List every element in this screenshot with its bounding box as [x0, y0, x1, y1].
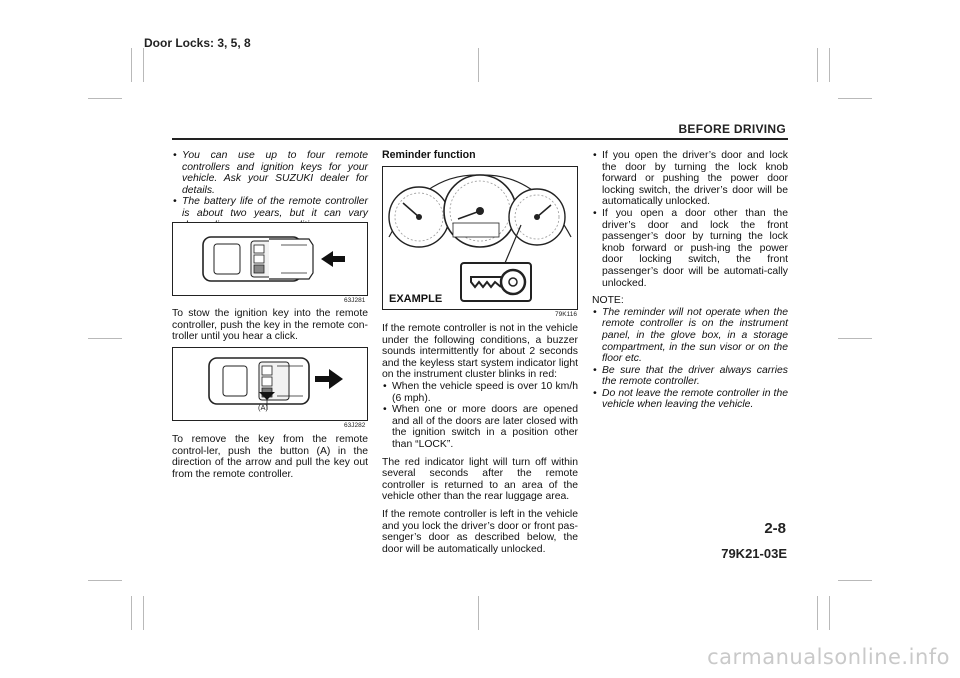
list-item: • Be sure that the driver always carries the remote controller.	[592, 365, 788, 388]
figure-caption: 79K116	[555, 311, 577, 318]
crop-mark	[131, 596, 132, 630]
remote-controller-key-remove-illustration	[173, 348, 367, 420]
watermark: carmanualsonline.info	[707, 645, 950, 669]
crop-mark	[88, 580, 122, 581]
crop-mark	[829, 48, 830, 82]
crop-mark	[829, 596, 830, 630]
list-item: • When the vehicle speed is over 10 km/h (6 mph).	[382, 381, 578, 404]
column-1	[172, 150, 368, 231]
crop-mark	[838, 98, 872, 99]
crop-mark	[88, 98, 122, 99]
header-rule	[172, 138, 788, 140]
list-item: • When one or more doors are opened and all of the doors are later closed with the ignition switch in a position other than “LOCK”.	[382, 404, 578, 450]
instrument-cluster-illustration	[383, 167, 577, 309]
list-item: • The battery life of the remote controller is about two years, but it can vary	[172, 196, 368, 231]
crop-mark	[131, 48, 132, 82]
section-heading: Reminder function	[382, 149, 476, 161]
figure-stow-key	[172, 222, 368, 296]
crop-mark	[143, 596, 144, 630]
intro-bullets	[172, 150, 368, 231]
document-code: 79K21-03E	[721, 546, 787, 561]
paragraph: To stow the ignition key into the remote controller, push the key in the remote con-troller until you hear a click.	[172, 308, 368, 343]
section-title: BEFORE DRIVING	[678, 122, 786, 136]
crop-mark	[817, 596, 818, 630]
page-header-title: Door Locks: 3, 5, 8	[144, 36, 251, 50]
figure-caption: 63J281	[344, 297, 366, 304]
list-item: • The reminder will not operate when the remote controller is on the instrument panel, in the glove box, in a storage compartment, in the sun visor or on the floor etc.	[592, 307, 788, 365]
column-2-body	[382, 323, 578, 555]
crop-mark	[838, 580, 872, 581]
list-item: • If you open a door other than the driver’s door and lock the front passenger’s door by turning the lock knob forward or push-ing the power door locking switch, the front passenger’s door will be automati-cally unlocked.	[592, 208, 788, 289]
crop-mark	[143, 48, 144, 82]
paragraph: To remove the key from the remote control-ler, push the button (A) in the direction of the arrow and pull the key out from the remote controller.	[172, 434, 368, 480]
crop-mark	[88, 338, 122, 339]
condition-bullets	[382, 381, 578, 451]
list-item: • Do not leave the remote controller in the vehicle when leaving the vehicle.	[592, 388, 788, 411]
paragraph: The red indicator light will turn off within several seconds after the remote controller is returned to an area of the vehicle other than the rear luggage area.	[382, 456, 578, 503]
list-item: • If you open the driver’s door and lock the door by turning the lock knob forward or pushing the power door locking switch, the driver’s door will be automatically unlocked.	[592, 150, 788, 208]
crop-mark	[478, 48, 479, 82]
figure-remove-key	[172, 347, 368, 421]
note-label: NOTE:	[592, 295, 624, 307]
figure-instrument-cluster	[382, 166, 578, 310]
crop-mark	[817, 48, 818, 82]
unlock-bullets	[592, 150, 788, 289]
figure-caption: 63J282	[344, 422, 366, 429]
page-number: 2-8	[764, 520, 786, 537]
remote-controller-key-insert-illustration	[173, 223, 367, 295]
column-2-heading	[382, 150, 578, 162]
crop-mark	[838, 338, 872, 339]
note-bullets	[592, 307, 788, 411]
paragraph: If the remote controller is not in the vehicle under the following conditions, a buzzer sounds intermittently for about 2 seconds and the keyless start system indicator light on the instrument cluster blinks in red:	[382, 323, 578, 381]
paragraph: If the remote controller is left in the vehicle and you lock the driver’s door or front pas-senger’s door as described below, the door will be automatically unlocked.	[382, 508, 578, 555]
figure-label-a: (A)	[258, 403, 268, 412]
column-3	[592, 150, 788, 411]
figure-example-label: EXAMPLE	[389, 293, 443, 305]
column-1-para2	[172, 434, 368, 480]
crop-mark	[478, 596, 479, 630]
column-1-para1	[172, 308, 368, 343]
list-item: • You can use up to four remote controllers and ignition keys for your vehicle. Ask your SUZUKI dealer for details.	[172, 150, 368, 196]
